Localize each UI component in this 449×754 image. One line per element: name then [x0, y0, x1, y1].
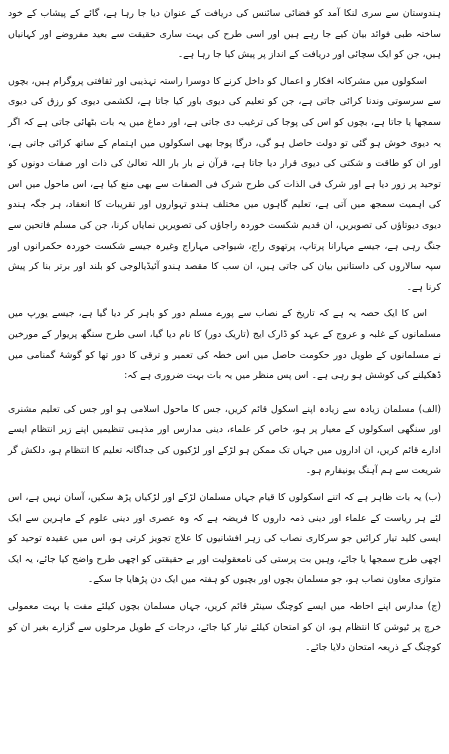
paragraph-history-curriculum: اس کا ایک حصہ یہ ہے کہ تاریخ کے نصاب سے پورے مسلم دور کو باہر کر دیا گیا ہے، جیسے یورپ میں مسلمانوں کے غلبہ و عروج کے عہد کو ڈارک ایج (تاریک دور) کا نام دیا گیا، اسی طرح سنگھ پریوار کے مورخین نے مسلمانوں کے طویل دور حکومت حاصل میں اس خطہ کی تعمیر و ترقی کا دور تھا کو گوشۂ گمنامی میں ڈھکیلنے کی کوشش ہو رہی ہے۔ اس پس منظر میں یہ بات بہت ضروری ہے کہ: — [8, 308, 441, 382]
paragraph-recommendation-jeem: (ج) مدارس اپنے احاطہ میں ایسے کوچنگ سینٹر قائم کریں، جہاں مسلمان بچوں کیلئے مفت یا بہت معمولی خرچ پر ٹیوشن کا انتظام ہو، ان کو امتحان کیلئے تیار کیا جائے، درجات کے طویل مرحلوں سے گزارے بغیر ان کو کوچنگ کے ذریعہ امتحان دلایا جائے۔ — [8, 601, 441, 654]
paragraph-school-rituals: اسکولوں میں مشرکانہ افکار و اعمال کو داخل کرنے کا دوسرا راستہ تہذیبی اور ثقافتی پروگرام ہیں، بچوں سے سرسوتی وندنا کرائی جاتی ہے، جن کو تعلیم کی دیوی باور کیا جاتا ہے، لکشمی دیوی کو رزق کی دیوی سمجھا یا جاتا ہے، بچوں کو اس کی پوجا کی ترغیب دی جاتی ہے، اور دماغ میں یہ بات بٹھائی جاتی ہے کہ اگر یہ دیوی خوش ہو گئی تو دولت حاصل ہو گی، درگا پوجا بھی اسکولوں میں اہتمام کے ساتھ کرائی جاتی ہے، اور ان کو طاقت و شکتی کی دیوی قرار دیا جاتا ہے، قرآن نے بار بار اللہ تعالیٰ کی ذات اور صفات دونوں کو توحید پر زور دیا ہے اور شرک فی الذات کی طرح شرک فی الصفات سے بھی منع کیا ہے، اس ماحول میں اس کی اہمیت سمجھ میں آتی ہے، تعلیم گاہوں میں مختلف ہندو تہواروں اور تقریبات کا انعقاد، ہر جگہ ہندو دیوی دیوتاؤں کی تصویریں، ان قدیم شکست خوردہ راجاؤں کی تصویریں نمایاں کرنا، جن کی مسلم فاتحین سے جنگ رہی ہے، جیسے مہارانا پرتاپ، پرتھوی راج، شیواجی مہاراج وغیرہ جیسے شکست خوردہ حکمرانوں اور سپہ سالاروں کی داستانیں بیان کی جاتی ہیں، ان سب کا مقصد ہندو آئیڈیالوجی کو بلند اور برتر بنا کر پیش کرنا ہے۔ — [8, 75, 441, 293]
paragraph-recommendation-be: (ب) یہ بات ظاہر ہے کہ اتنے اسکولوں کا قیام جہاں مسلمان لڑکے اور لڑکیاں پڑھ سکیں، آسان نہیں ہے، اس لئے ہر ریاست کے علماء اور دینی ذمہ داروں کا فریضہ ہے کہ وہ عصری اور دینی علوم کے ماہرین سے ایک ایسی کلید تیار کرائیں جو سرکاری نصاب کی زہر افشانیوں کا علاج تجویز کرتی ہو، اس میں عقیدہ توحید کو اچھی طرح سمجھا یا جائے، وہیں بت پرستی کی نامعقولیت اور بے حقیقتی کو اچھی طرح واضح کیا جائے، یہ ایک متوازی معاون نصاب ہو، جو مسلمان بچوں اور بچیوں کو ہفتہ میں ایک دن پڑھایا جا سکے۔ — [8, 492, 441, 586]
paragraph-recommendation-alif: (الف) مسلمان زیادہ سے زیادہ اپنے اسکول قائم کریں، جس کا ماحول اسلامی ہو اور جس کی تعلیم مشنری اور سنگھی اسکولوں کے معیار پر ہو، خاص کر علماء، دینی مدارس اور مذہبی تنظیمیں اپنے زیر انتظام ایسے ادارے قائم کریں، ان اداروں میں جہاں تک ممکن ہو لڑکے اور لڑکیوں کی جداگانہ تعلیم کا انتظام ہو، دلکش گر شریعت سے ہم آہنگ یونیفارم ہو۔ — [8, 403, 441, 477]
paragraph-intro: ہندوستان سے سری لنکا آمد کو فضائی سائنس کی دریافت کے عنوان دیا جا رہا ہے، گائے کے پیشاب کے خود ساختہ طبی فوائد بیان کیے جا رہے ہیں اور اسی طرح کی بہت ساری حقیقت سے بعید مفروضے اور کہانیاں ہیں، جن کو ایک سچائی اور دریافت کے انداز پر پیش کیا جا رہا ہے۔ — [8, 8, 441, 61]
